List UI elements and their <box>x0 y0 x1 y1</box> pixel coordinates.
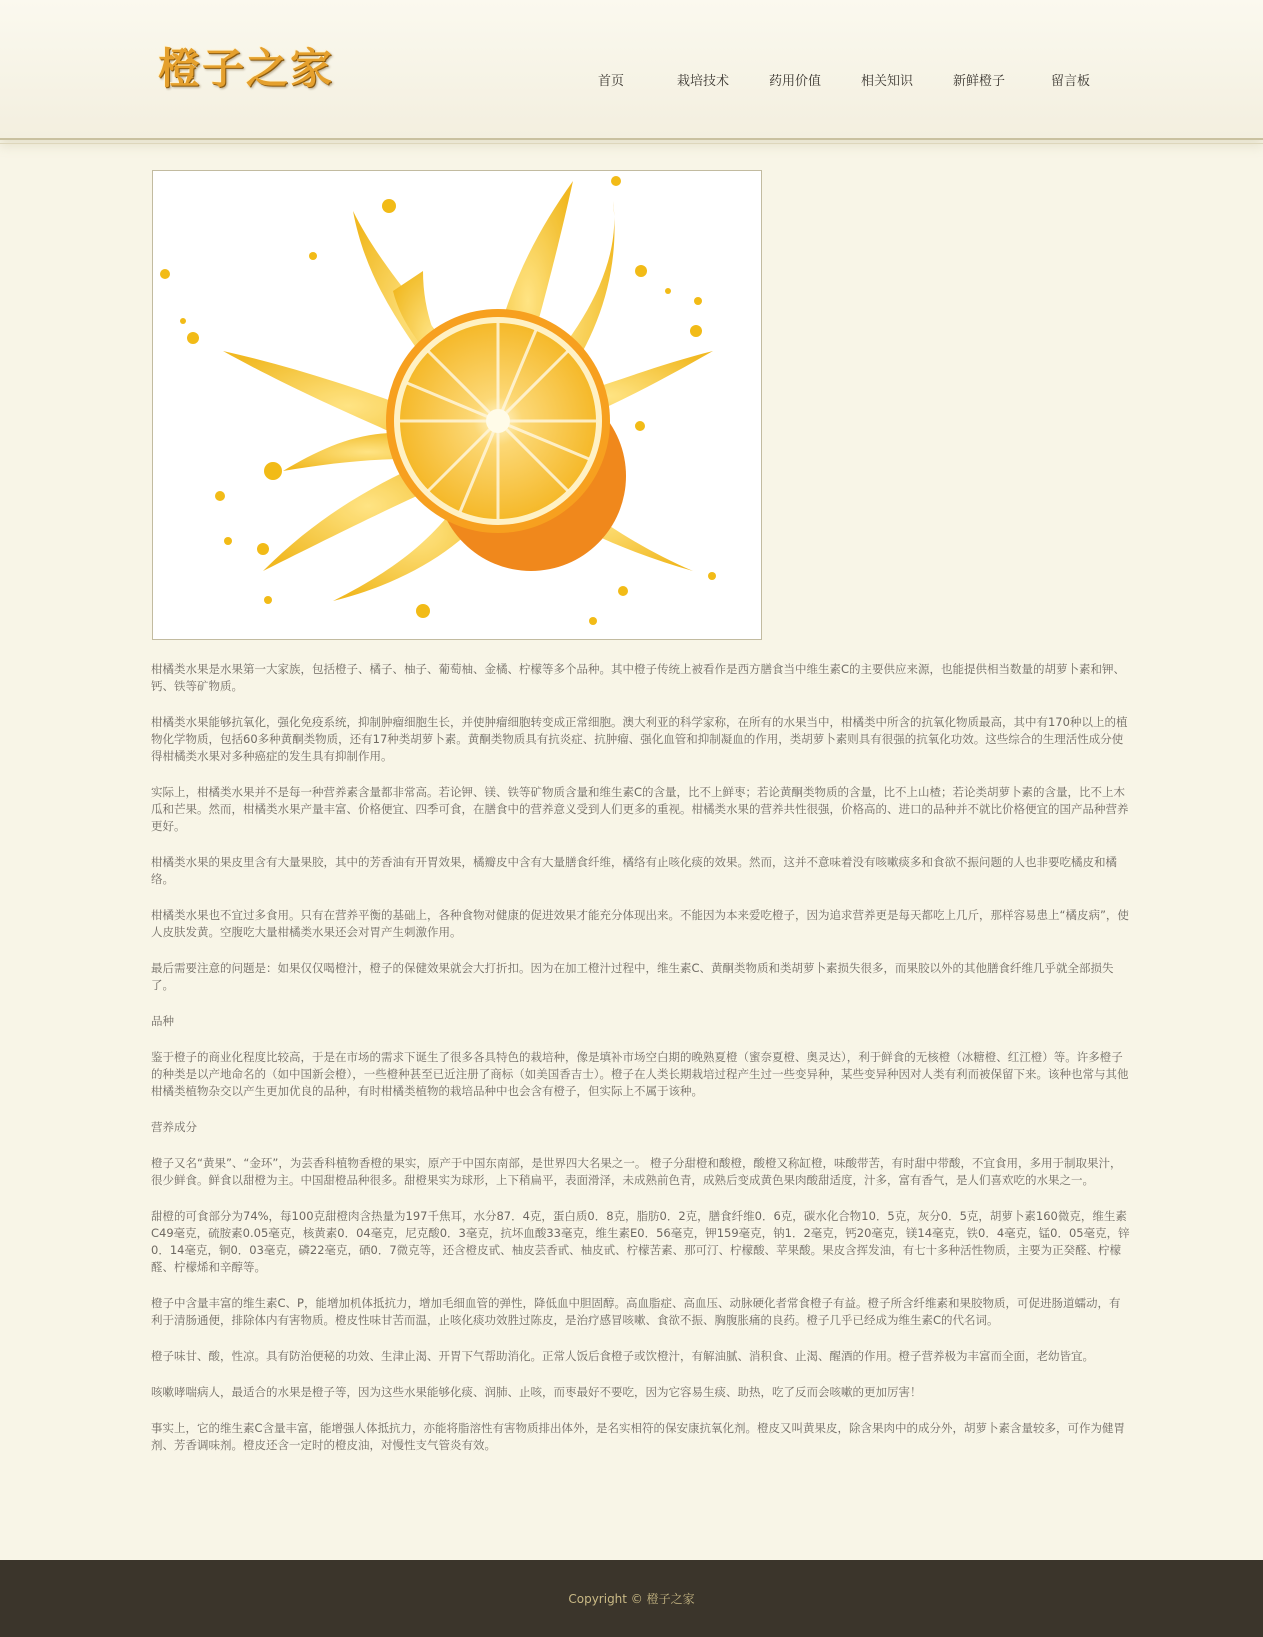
nav-item-cultivation[interactable]: 栽培技术 <box>677 74 730 89</box>
section-heading-varieties: 品种 <box>151 1014 174 1028</box>
article-content <box>151 661 1131 1473</box>
copyright-text: Copyright © 橙子之家 <box>568 1592 695 1606</box>
nav-item-knowledge[interactable]: 相关知识 <box>861 74 914 89</box>
article-paragraph: 最后需要注意的问题是：如果仅仅喝橙汁，橙子的保健效果就会大打折扣。因为在加工橙汁过程中，维生素C、黄酮类物质和类胡萝卜素损失很多，而果胶以外的其他膳食纤维几乎就全部损失了。 <box>151 961 1114 992</box>
site-header <box>0 0 1263 140</box>
article-paragraph: 实际上，柑橘类水果并不是每一种营养素含量都非常高。若论钾、镁、铁等矿物质含量和维生素C的含量，比不上鲜枣；若论黄酮类物质的含量，比不上山楂；若论类胡萝卜素的含量，比不上木瓜和芒果。然而，柑橘类水果产量丰富、价格便宜、四季可食，在膳食中的营养意义受到人们更多的重视。柑橘类水果的营养共性很强，价格高的、进口的品种并不就比价格便宜的国产品种营养更好。 <box>151 785 1129 833</box>
nav-item-fresh-oranges[interactable]: 新鲜橙子 <box>953 74 1006 89</box>
site-logo[interactable]: 橙子之家 <box>158 44 335 93</box>
article-paragraph: 鉴于橙子的商业化程度比较高，于是在市场的需求下诞生了很多各具特色的栽培种，像是填补市场空白期的晚熟夏橙（蜜奈夏橙、奥灵达），利于鲜食的无核橙（冰糖橙、红江橙）等。许多橙子的种类是以产地命名的（如中国新会橙），一些橙种甚至已近注册了商标（如美国香吉士）。橙子在人类长期栽培过程产生过一些变异种，某些变异种因对人类有利而被保留下来。该种也常与其他柑橘类植物杂交以产生更加优良的品种，有时柑橘类植物的栽培品种中也会含有橙子，但实际上不属于该种。 <box>151 1050 1129 1098</box>
article-paragraph: 事实上，它的维生素C含量丰富，能增强人体抵抗力，亦能将脂溶性有害物质排出体外，是名实相符的保安康抗氧化剂。橙皮又叫黄果皮，除含果肉中的成分外，胡萝卜素含量较多，可作为健胃剂、芳香调味剂。橙皮还含一定时的橙皮油，对慢性支气管炎有效。 <box>151 1421 1126 1452</box>
article-paragraph: 橙子味甘、酸，性凉。具有防治便秘的功效、生津止渴、开胃下气帮助消化。正常人饭后食橙子或饮橙汁，有解油腻、消积食、止渴、醒酒的作用。橙子营养极为丰富而全面，老幼皆宜。 <box>151 1349 1094 1363</box>
article-paragraph: 柑橘类水果是水果第一大家族，包括橙子、橘子、柚子、葡萄柚、金橘、柠檬等多个品种。其中橙子传统上被看作是西方膳食当中维生素C的主要供应来源，也能提供相当数量的胡萝卜素和钾、钙、铁等矿物质。 <box>151 662 1126 693</box>
orange-splash-image <box>152 170 762 640</box>
nav-item-guestbook[interactable]: 留言板 <box>1051 74 1091 89</box>
article-paragraph: 咳嗽哮喘病人，最适合的水果是橙子等，因为这些水果能够化痰、润肺、止咳，而枣最好不要吃，因为它容易生痰、助热，吃了反而会咳嗽的更加厉害！ <box>151 1385 922 1399</box>
orange-juice-splash-icon <box>153 171 761 639</box>
site-footer <box>0 1560 1263 1637</box>
article-paragraph: 柑橘类水果的果皮里含有大量果胶，其中的芳香油有开胃效果，橘瓣皮中含有大量膳食纤维，橘络有止咳化痰的效果。然而，这并不意味着没有咳嗽痰多和食欲不振问题的人也非要吃橘皮和橘络。 <box>151 855 1117 886</box>
section-heading-nutrition: 营养成分 <box>151 1120 197 1134</box>
nav-item-medicinal[interactable]: 药用价值 <box>769 74 822 89</box>
article-paragraph: 柑橘类水果能够抗氧化，强化免疫系统，抑制肿瘤细胞生长，并使肿瘤细胞转变成正常细胞。澳大利亚的科学家称，在所有的水果当中，柑橘类中所含的抗氧化物质最高，其中有170种以上的植物化学物质，包括60多种黄酮类物质，还有17种类胡萝卜素。黄酮类物质具有抗炎症、抗肿瘤、强化血管和抑制凝血的作用，类胡萝卜素则具有很强的抗氧化功效。这些综合的生理活性成分使得柑橘类水果对多种癌症的发生具有抑制作用。 <box>151 715 1128 763</box>
article-paragraph: 橙子又名“黄果”、“金环”，为芸香科植物香橙的果实，原产于中国东南部，是世界四大名果之一。 橙子分甜橙和酸橙，酸橙又称缸橙，味酸带苦，有时甜中带酸，不宜食用，多用于制取果汁，很少鲜食。鲜食以甜橙为主。中国甜橙品种很多。甜橙果实为球形，上下稍扁平，表面滑泽，未成熟前色青，成熟后变成黄色果肉酸甜适度，汁多，富有香气，是人们喜欢吃的水果之一。 <box>151 1156 1122 1187</box>
article-paragraph: 柑橘类水果也不宜过多食用。只有在营养平衡的基础上，各种食物对健康的促进效果才能充分体现出来。不能因为本来爱吃橙子，因为追求营养更是每天都吃上几斤，那样容易患上“橘皮病”，使人皮肤发黄。空腹吃大量柑橘类水果还会对胃产生刺激作用。 <box>151 908 1129 939</box>
article-paragraph: 甜橙的可食部分为74%，每100克甜橙肉含热量为197千焦耳，水分87．4克，蛋白质0．8克，脂肪0．2克，膳食纤维0．6克，碳水化合物10．5克，灰分0．5克，胡萝卜素160微克，维生素C49毫克，硫胺素0.05毫克，核黄素0．04毫克，尼克酸0．3毫克，抗坏血酸33毫克，维生素E0．56毫克，钾159毫克，钠1．2毫克，钙20毫克，镁14毫克，铁0．4毫克，锰0．05毫克，锌0．14毫克，铜0．03毫克，磷22毫克，硒0．7微克等，还含橙皮甙、柚皮芸香甙、柚皮甙、柠檬苦素、那可汀、柠檬酸、苹果酸。果皮含挥发油，有七十多种活性物质，主要为正癸醛、柠檬醛、柠檬烯和辛醇等。 <box>151 1209 1130 1274</box>
article-paragraph: 橙子中含量丰富的维生素C、P，能增加机体抵抗力，增加毛细血管的弹性，降低血中胆固醇。高血脂症、高血压、动脉硬化者常食橙子有益。橙子所含纤维素和果胶物质，可促进肠道蠕动，有利于清肠通便，排除体内有害物质。橙皮性味甘苦而温，止咳化痰功效胜过陈皮，是治疗感冒咳嗽、食欲不振、胸腹胀痛的良药。橙子几乎已经成为维生素C的代名词。 <box>151 1296 1121 1327</box>
nav-item-home[interactable]: 首页 <box>598 74 625 89</box>
